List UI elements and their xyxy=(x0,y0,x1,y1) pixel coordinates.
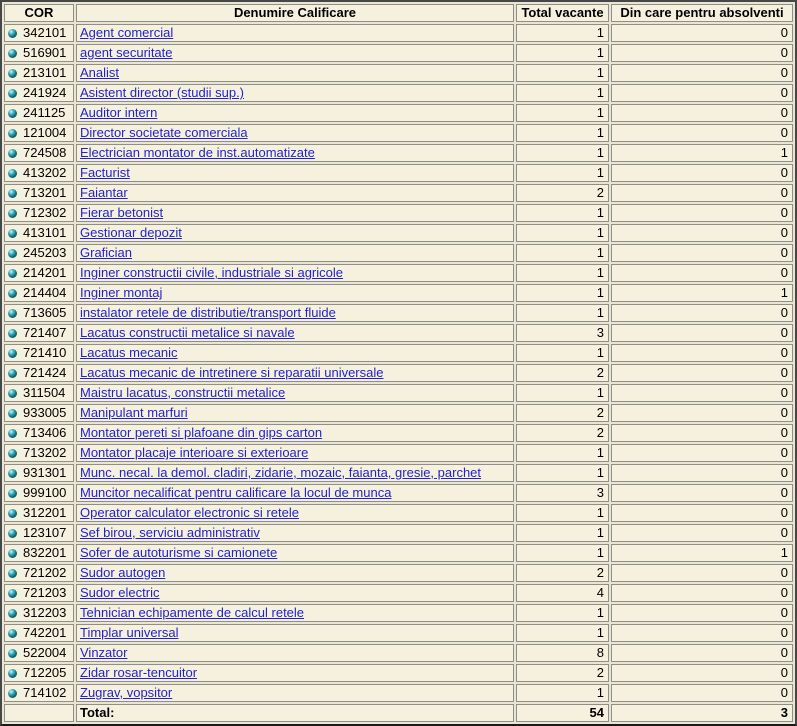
cor-code: 714102 xyxy=(23,685,67,700)
table-row xyxy=(4,284,793,302)
cor-code: 712302 xyxy=(23,205,67,220)
qualification-link[interactable]: Tehnician echipamente de calcul retele xyxy=(80,605,305,620)
total-vacancies-value: 1 xyxy=(516,144,609,162)
qualification-cell xyxy=(76,404,514,422)
total-vacancies-value: 1 xyxy=(516,224,609,242)
cor-cell xyxy=(4,384,74,402)
total-vacancies-value: 1 xyxy=(516,204,609,222)
cor-cell xyxy=(4,644,74,662)
table-row xyxy=(4,304,793,322)
table-row xyxy=(4,84,793,102)
bullet-icon xyxy=(8,409,17,418)
qualification-link[interactable]: Muncitor necalificat pentru calificare la locul de munca xyxy=(80,485,392,500)
bullet-icon xyxy=(8,549,17,558)
table-row xyxy=(4,604,793,622)
qualification-cell xyxy=(76,164,514,182)
bullet-icon xyxy=(8,29,17,38)
graduates-value: 0 xyxy=(611,484,793,502)
bullet-icon xyxy=(8,489,17,498)
qualification-link[interactable]: Lacatus constructii metalice si navale xyxy=(80,325,295,340)
bullet-icon xyxy=(8,669,17,678)
total-vacancies-sum: 54 xyxy=(516,704,609,722)
table-row xyxy=(4,164,793,182)
cor-cell xyxy=(4,324,74,342)
table-row xyxy=(4,664,793,682)
qualification-link[interactable]: Montator pereti si plafoane din gips carton xyxy=(80,425,323,440)
bullet-icon xyxy=(8,189,17,198)
qualification-cell xyxy=(76,584,514,602)
graduates-value: 0 xyxy=(611,244,793,262)
cor-code: 742201 xyxy=(23,625,67,640)
qualification-link[interactable]: Auditor intern xyxy=(80,105,158,120)
graduates-value: 0 xyxy=(611,84,793,102)
table-row xyxy=(4,204,793,222)
qualification-cell xyxy=(76,184,514,202)
cor-code: 721202 xyxy=(23,565,67,580)
cor-code: 713202 xyxy=(23,445,67,460)
qualification-link[interactable]: Sudor autogen xyxy=(80,565,166,580)
bullet-icon xyxy=(8,449,17,458)
cor-code: 931301 xyxy=(23,465,67,480)
graduates-value: 0 xyxy=(611,644,793,662)
qualification-cell xyxy=(76,664,514,682)
bullet-icon xyxy=(8,69,17,78)
table-row xyxy=(4,104,793,122)
graduates-value: 1 xyxy=(611,144,793,162)
qualification-link[interactable]: Inginer montaj xyxy=(80,285,163,300)
qualification-cell xyxy=(76,364,514,382)
graduates-value: 0 xyxy=(611,124,793,142)
qualification-link[interactable]: Inginer constructii civile, industriale si agricole xyxy=(80,265,344,280)
qualification-cell xyxy=(76,424,514,442)
bullet-icon xyxy=(8,689,17,698)
qualification-cell xyxy=(76,444,514,462)
cor-code: 413101 xyxy=(23,225,67,240)
graduates-value: 0 xyxy=(611,44,793,62)
cor-code: 245203 xyxy=(23,245,67,260)
bullet-icon xyxy=(8,369,17,378)
total-vacancies-value: 1 xyxy=(516,84,609,102)
total-vacancies-value: 2 xyxy=(516,424,609,442)
cor-code: 241125 xyxy=(23,105,66,120)
cor-cell xyxy=(4,124,74,142)
table-row xyxy=(4,464,793,482)
total-vacancies-value: 1 xyxy=(516,124,609,142)
cor-cell xyxy=(4,284,74,302)
graduates-value: 1 xyxy=(611,544,793,562)
qualification-cell xyxy=(76,504,514,522)
table-row xyxy=(4,504,793,522)
bullet-icon xyxy=(8,429,17,438)
graduates-value: 0 xyxy=(611,264,793,282)
qualification-link[interactable]: Maistru lacatus, constructii metalice xyxy=(80,385,286,400)
table-row xyxy=(4,344,793,362)
qualification-link[interactable]: instalator retele de distributie/transport fluide xyxy=(80,305,336,320)
table-row xyxy=(4,324,793,342)
qualification-link[interactable]: Vinzator xyxy=(80,645,128,660)
cor-cell xyxy=(4,204,74,222)
table-row xyxy=(4,224,793,242)
bullet-icon xyxy=(8,169,17,178)
total-vacancies-value: 1 xyxy=(516,264,609,282)
total-vacancies-value: 1 xyxy=(516,544,609,562)
graduates-value: 0 xyxy=(611,564,793,582)
qualification-link[interactable]: Lacatus mecanic xyxy=(80,345,178,360)
table-row xyxy=(4,584,793,602)
total-vacancies-value: 1 xyxy=(516,24,609,42)
qualification-cell xyxy=(76,464,514,482)
table-row xyxy=(4,364,793,382)
cor-code: 712205 xyxy=(23,665,67,680)
total-vacancies-value: 3 xyxy=(516,324,609,342)
total-label: Total: xyxy=(76,704,514,722)
qualification-link[interactable]: Lacatus mecanic de intretinere si reparatii universale xyxy=(80,365,384,380)
total-vacancies-value: 1 xyxy=(516,384,609,402)
graduates-value: 0 xyxy=(611,444,793,462)
cor-code: 312201 xyxy=(23,505,67,520)
qualification-cell xyxy=(76,124,514,142)
bullet-icon xyxy=(8,209,17,218)
qualification-link[interactable]: Munc. necal. la demol. cladiri, zidarie, mozaic, faianta, gresie, parchet xyxy=(80,465,482,480)
total-vacancies-value: 1 xyxy=(516,284,609,302)
table-row xyxy=(4,444,793,462)
table-row xyxy=(4,24,793,42)
cor-cell xyxy=(4,404,74,422)
cor-cell xyxy=(4,104,74,122)
cor-cell xyxy=(4,524,74,542)
bullet-icon xyxy=(8,129,17,138)
total-vacancies-value: 1 xyxy=(516,44,609,62)
cor-code: 713605 xyxy=(23,305,67,320)
qualification-cell xyxy=(76,24,514,42)
qualification-link[interactable]: Sudor electric xyxy=(80,585,160,600)
cor-cell xyxy=(4,184,74,202)
cor-cell xyxy=(4,144,74,162)
qualification-cell xyxy=(76,564,514,582)
total-vacancies-value: 1 xyxy=(516,104,609,122)
qualification-link[interactable]: Montator placaje interioare si exterioare xyxy=(80,445,309,460)
graduates-value: 0 xyxy=(611,224,793,242)
bullet-icon xyxy=(8,149,17,158)
header-graduates: Din care pentru absolventi xyxy=(611,4,793,22)
cor-code: 933005 xyxy=(23,405,67,420)
qualification-cell xyxy=(76,604,514,622)
cor-cell xyxy=(4,444,74,462)
graduates-value: 0 xyxy=(611,684,793,702)
cor-cell xyxy=(4,544,74,562)
cor-code: 721203 xyxy=(23,585,67,600)
cor-cell xyxy=(4,304,74,322)
table-body xyxy=(4,24,793,722)
bullet-icon xyxy=(8,529,17,538)
graduates-value: 0 xyxy=(611,104,793,122)
graduates-value: 1 xyxy=(611,284,793,302)
total-vacancies-value: 2 xyxy=(516,404,609,422)
qualification-cell xyxy=(76,644,514,662)
qualification-cell xyxy=(76,204,514,222)
cor-cell xyxy=(4,44,74,62)
cor-cell xyxy=(4,684,74,702)
cor-code: 724508 xyxy=(23,145,67,160)
bullet-icon xyxy=(8,589,17,598)
bullet-icon xyxy=(8,469,17,478)
qualification-cell xyxy=(76,524,514,542)
table-row xyxy=(4,384,793,402)
table-row xyxy=(4,64,793,82)
qualification-cell xyxy=(76,344,514,362)
cor-code: 241924 xyxy=(23,85,67,100)
total-vacancies-value: 1 xyxy=(516,604,609,622)
total-vacancies-value: 1 xyxy=(516,524,609,542)
qualification-cell xyxy=(76,244,514,262)
total-vacancies-value: 1 xyxy=(516,304,609,322)
cor-cell xyxy=(4,484,74,502)
cor-code: 342101 xyxy=(23,25,67,40)
cor-cell xyxy=(4,224,74,242)
cor-cell xyxy=(4,564,74,582)
total-vacancies-value: 2 xyxy=(516,664,609,682)
table-row xyxy=(4,564,793,582)
qualification-link[interactable]: Manipulant marfuri xyxy=(80,405,188,420)
cor-code: 213101 xyxy=(23,65,67,80)
bullet-icon xyxy=(8,109,17,118)
cor-code: 214201 xyxy=(23,265,67,280)
bullet-icon xyxy=(8,349,17,358)
cor-cell xyxy=(4,464,74,482)
table-row xyxy=(4,544,793,562)
cor-code: 721410 xyxy=(23,345,67,360)
qualification-link[interactable]: Agent comercial xyxy=(80,25,174,40)
table-row xyxy=(4,624,793,642)
cor-code: 832201 xyxy=(23,545,67,560)
total-vacancies-value: 1 xyxy=(516,684,609,702)
cor-cell xyxy=(4,364,74,382)
bullet-icon xyxy=(8,309,17,318)
cor-code: 522004 xyxy=(23,645,67,660)
total-vacancies-value: 1 xyxy=(516,164,609,182)
graduates-value: 0 xyxy=(611,624,793,642)
qualification-link[interactable]: Sofer de autoturisme si camionete xyxy=(80,545,278,560)
bullet-icon xyxy=(8,229,17,238)
cor-cell xyxy=(4,24,74,42)
cor-code: 999100 xyxy=(23,485,67,500)
cor-code: 713201 xyxy=(23,185,67,200)
total-vacancies-value: 1 xyxy=(516,624,609,642)
graduates-value: 0 xyxy=(611,324,793,342)
qualification-link[interactable]: Operator calculator electronic si retele xyxy=(80,505,299,520)
cor-code: 721407 xyxy=(23,325,67,340)
total-vacancies-value: 2 xyxy=(516,364,609,382)
header-qualification-name: Denumire Calificare xyxy=(76,4,514,22)
graduates-value: 0 xyxy=(611,464,793,482)
table-row xyxy=(4,264,793,282)
table-row xyxy=(4,484,793,502)
qualification-link[interactable]: agent securitate xyxy=(80,45,173,60)
qualification-link[interactable]: Analist xyxy=(80,65,120,80)
graduates-value: 0 xyxy=(611,584,793,602)
cor-cell xyxy=(4,244,74,262)
cor-cell xyxy=(4,504,74,522)
graduates-value: 0 xyxy=(611,664,793,682)
qualification-link[interactable]: Director societate comerciala xyxy=(80,125,248,140)
qualification-link[interactable]: Sef birou, serviciu administrativ xyxy=(80,525,260,540)
total-row-empty-cell xyxy=(4,704,74,722)
cor-code: 413202 xyxy=(23,165,67,180)
qualification-link[interactable]: Electrician montator de inst.automatizate xyxy=(80,145,315,160)
cor-cell xyxy=(4,424,74,442)
cor-cell xyxy=(4,164,74,182)
bullet-icon xyxy=(8,89,17,98)
cor-cell xyxy=(4,664,74,682)
graduates-value: 0 xyxy=(611,304,793,322)
total-vacancies-value: 1 xyxy=(516,64,609,82)
cor-cell xyxy=(4,264,74,282)
cor-code: 123107 xyxy=(23,525,67,540)
graduates-value: 0 xyxy=(611,344,793,362)
header-total-vacancies: Total vacante xyxy=(516,4,609,22)
total-vacancies-value: 2 xyxy=(516,564,609,582)
total-vacancies-value: 2 xyxy=(516,184,609,202)
cor-code: 312203 xyxy=(23,605,67,620)
cor-code: 516901 xyxy=(23,45,67,60)
qualification-cell xyxy=(76,44,514,62)
bullet-icon xyxy=(8,629,17,638)
cor-cell xyxy=(4,84,74,102)
table-row xyxy=(4,424,793,442)
qualification-cell xyxy=(76,624,514,642)
total-graduates-sum: 3 xyxy=(611,704,793,722)
bullet-icon xyxy=(8,609,17,618)
total-row xyxy=(4,704,793,722)
table-row xyxy=(4,644,793,662)
total-vacancies-value: 3 xyxy=(516,484,609,502)
qualification-cell xyxy=(76,104,514,122)
table-row xyxy=(4,124,793,142)
qualification-cell xyxy=(76,304,514,322)
cor-cell xyxy=(4,624,74,642)
qualification-cell xyxy=(76,64,514,82)
table-row xyxy=(4,244,793,262)
qualification-link[interactable]: Faiantar xyxy=(80,185,128,200)
qualification-cell xyxy=(76,264,514,282)
qualification-link[interactable]: Gestionar depozit xyxy=(80,225,182,240)
graduates-value: 0 xyxy=(611,24,793,42)
graduates-value: 0 xyxy=(611,184,793,202)
qualification-link[interactable]: Zidar rosar-tencuitor xyxy=(80,665,198,680)
cor-cell xyxy=(4,604,74,622)
table-row xyxy=(4,684,793,702)
qualification-link[interactable]: Zugrav, vopsitor xyxy=(80,685,173,700)
qualification-cell xyxy=(76,84,514,102)
graduates-value: 0 xyxy=(611,424,793,442)
cor-code: 311504 xyxy=(23,385,66,400)
table-row xyxy=(4,184,793,202)
qualification-cell xyxy=(76,284,514,302)
graduates-value: 0 xyxy=(611,384,793,402)
total-vacancies-value: 4 xyxy=(516,584,609,602)
graduates-value: 0 xyxy=(611,404,793,422)
total-vacancies-value: 1 xyxy=(516,444,609,462)
cor-cell xyxy=(4,64,74,82)
graduates-value: 0 xyxy=(611,364,793,382)
total-vacancies-value: 1 xyxy=(516,464,609,482)
qualification-link[interactable]: Timplar universal xyxy=(80,625,179,640)
qualification-cell xyxy=(76,324,514,342)
header-cor: COR xyxy=(4,4,74,22)
bullet-icon xyxy=(8,49,17,58)
qualification-link[interactable]: Grafician xyxy=(80,245,133,260)
qualification-link[interactable]: Fierar betonist xyxy=(80,205,164,220)
total-vacancies-value: 1 xyxy=(516,344,609,362)
cor-cell xyxy=(4,584,74,602)
bullet-icon xyxy=(8,569,17,578)
table-row xyxy=(4,44,793,62)
header-row xyxy=(4,4,793,22)
qualification-cell xyxy=(76,484,514,502)
bullet-icon xyxy=(8,329,17,338)
bullet-icon xyxy=(8,289,17,298)
qualification-cell xyxy=(76,544,514,562)
cor-code: 721424 xyxy=(23,365,67,380)
graduates-value: 0 xyxy=(611,64,793,82)
cor-code: 214404 xyxy=(23,285,67,300)
bullet-icon xyxy=(8,249,17,258)
table-row xyxy=(4,144,793,162)
bullet-icon xyxy=(8,509,17,518)
qualification-link[interactable]: Facturist xyxy=(80,165,130,180)
qualification-link[interactable]: Asistent director (studii sup.) xyxy=(80,85,245,100)
graduates-value: 0 xyxy=(611,504,793,522)
cor-cell xyxy=(4,344,74,362)
graduates-value: 0 xyxy=(611,524,793,542)
qualification-cell xyxy=(76,144,514,162)
table-row xyxy=(4,524,793,542)
table-row xyxy=(4,404,793,422)
total-vacancies-value: 1 xyxy=(516,244,609,262)
qualification-cell xyxy=(76,684,514,702)
total-vacancies-value: 1 xyxy=(516,504,609,522)
bullet-icon xyxy=(8,649,17,658)
cor-code: 121004 xyxy=(23,125,67,140)
bullet-icon xyxy=(8,269,17,278)
total-vacancies-value: 8 xyxy=(516,644,609,662)
graduates-value: 0 xyxy=(611,204,793,222)
graduates-value: 0 xyxy=(611,604,793,622)
graduates-value: 0 xyxy=(611,164,793,182)
qualification-cell xyxy=(76,384,514,402)
cor-code: 713406 xyxy=(23,425,67,440)
bullet-icon xyxy=(8,389,17,398)
qualification-cell xyxy=(76,224,514,242)
